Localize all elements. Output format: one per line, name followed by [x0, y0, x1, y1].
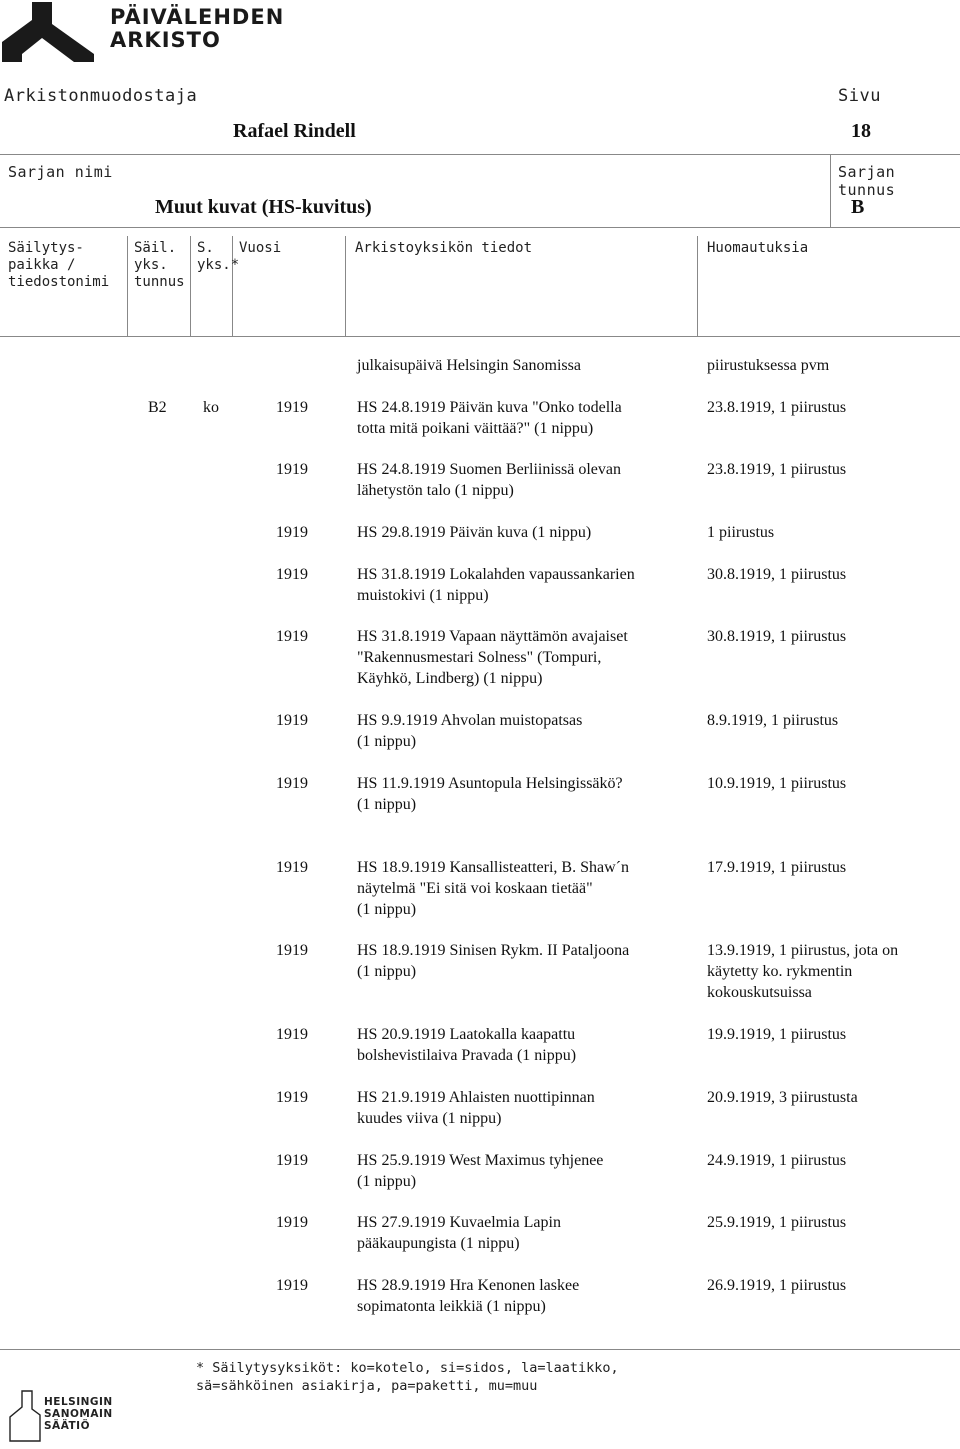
row-remark: 17.9.1919, 1 piirustus	[707, 859, 847, 876]
row-remark: 20.9.1919, 3 piirustusta	[707, 1089, 858, 1106]
divider	[190, 236, 191, 336]
row-unit-info: HS 28.9.1919 Hra Kenonen laskee sopimatonta leikkiä (1 nippu)	[357, 1277, 580, 1315]
column-header-unit-type: S. yks.*	[197, 240, 240, 273]
row-year: 1919	[276, 524, 308, 541]
column-header-unit-id: Säil. yks. tunnus	[134, 240, 185, 290]
row-year: 1919	[276, 461, 308, 478]
divider	[0, 227, 960, 228]
row-year: 1919	[276, 1152, 308, 1169]
row-year: 1919	[276, 1214, 308, 1231]
row-remark: 24.9.1919, 1 piirustus	[707, 1152, 847, 1169]
row-unit-info: HS 31.8.1919 Vapaan näyttämön avajaiset "Rakennusmestari Solness" (Tompuri, Käyhkö, Lindberg) (1 nippu)	[357, 628, 628, 687]
row-remark: 25.9.1919, 1 piirustus	[707, 1214, 847, 1231]
page-label: Sivu	[838, 86, 881, 106]
divider	[0, 154, 960, 155]
row-remark: 19.9.1919, 1 piirustus	[707, 1026, 847, 1043]
row-year: 1919	[276, 628, 308, 645]
row-remark: 30.8.1919, 1 piirustus	[707, 566, 847, 583]
row-year: 1919	[276, 859, 308, 876]
row-year: 1919	[276, 1026, 308, 1043]
logo-text-line1: PÄIVÄLEHDEN	[110, 5, 285, 29]
row-unit-id: B2	[148, 399, 167, 416]
logo-text	[110, 6, 284, 52]
row-remark: 13.9.1919, 1 piirustus, jota on käytetty ko. rykmentin kokouskutsuissa	[707, 942, 899, 1001]
row-remark: 1 piirustus	[707, 524, 775, 541]
logo-text-line2: ARKISTO	[110, 28, 221, 52]
divider	[345, 236, 346, 336]
row-unit-info: HS 20.9.1919 Laatokalla kaapattu bolshevistilaiva Pravada (1 nippu)	[357, 1026, 577, 1064]
row-year: 1919	[276, 399, 308, 416]
subheader-unit-info: julkaisupäivä Helsingin Sanomissa	[357, 357, 581, 374]
divider	[830, 154, 831, 227]
column-header-remarks: Huomautuksia	[707, 240, 809, 256]
column-header-storage-place: Säilytys- paikka / tiedostonimi	[8, 240, 110, 290]
page-number: 18	[851, 120, 871, 142]
row-year: 1919	[276, 1089, 308, 1106]
archive-creator-name: Rafael Rindell	[233, 120, 356, 142]
row-remark: 10.9.1919, 1 piirustus	[707, 775, 847, 792]
footnote: * Säilytysyksiköt: ko=kotelo, si=sidos, la=laatikko, sä=sähköinen asiakirja, pa=paketti, mu=muu	[196, 1360, 619, 1394]
row-unit-info: HS 29.8.1919 Päivän kuva (1 nippu)	[357, 524, 592, 541]
row-unit-info: HS 21.9.1919 Ahlaisten nuottipinnan kuudes viiva (1 nippu)	[357, 1089, 595, 1127]
series-id-label: Sarjan tunnus	[838, 163, 896, 199]
row-year: 1919	[276, 1277, 308, 1294]
row-year: 1919	[276, 712, 308, 729]
row-remark: 8.9.1919, 1 piirustus	[707, 712, 839, 729]
subheader-remarks: piirustuksessa pvm	[707, 357, 830, 374]
divider	[0, 1349, 960, 1350]
row-remark: 26.9.1919, 1 piirustus	[707, 1277, 847, 1294]
divider	[697, 236, 698, 336]
row-unit-info: HS 9.9.1919 Ahvolan muistopatsas (1 nippu)	[357, 712, 583, 750]
paivalehden-arkisto-logo-icon	[2, 2, 94, 62]
row-remark: 23.8.1919, 1 piirustus	[707, 461, 847, 478]
row-unit-info: HS 18.9.1919 Sinisen Rykm. II Pataljoona (1 nippu)	[357, 942, 630, 980]
column-header-unit-info: Arkistoyksikön tiedot	[355, 240, 533, 256]
divider	[0, 336, 960, 337]
row-unit-info: HS 25.9.1919 West Maximus tyhjenee (1 nippu)	[357, 1152, 604, 1190]
row-unit-info: HS 11.9.1919 Asuntopula Helsingissäkö? (1 nippu)	[357, 775, 623, 813]
series-id: B	[851, 196, 865, 218]
row-unit-info: HS 24.8.1919 Suomen Berliinissä olevan lähetystön talo (1 nippu)	[357, 461, 621, 499]
archive-creator-label: Arkistonmuodostaja	[4, 86, 198, 106]
footer-logo-text: HELSINGIN SANOMAIN SÄÄTIÖ	[44, 1396, 113, 1432]
row-unit-info: HS 24.8.1919 Päivän kuva "Onko todella totta mitä poikani väittää?" (1 nippu)	[357, 399, 622, 437]
row-unit-info: HS 31.8.1919 Lokalahden vapaussankarien muistokivi (1 nippu)	[357, 566, 635, 604]
row-unit-info: HS 18.9.1919 Kansallisteatteri, B. Shaw´n näytelmä "Ei sitä voi koskaan tietää" (1 nippu)	[357, 859, 629, 918]
row-remark: 30.8.1919, 1 piirustus	[707, 628, 847, 645]
divider	[127, 236, 128, 336]
series-name-label: Sarjan nimi	[8, 163, 113, 181]
row-year: 1919	[276, 566, 308, 583]
row-unit-type: ko	[203, 399, 219, 416]
row-year: 1919	[276, 775, 308, 792]
series-name: Muut kuvat (HS-kuvitus)	[155, 196, 372, 218]
row-year: 1919	[276, 942, 308, 959]
column-header-year: Vuosi	[239, 240, 282, 256]
row-remark: 23.8.1919, 1 piirustus	[707, 399, 847, 416]
row-unit-info: HS 27.9.1919 Kuvaelmia Lapin pääkaupungista (1 nippu)	[357, 1214, 561, 1252]
